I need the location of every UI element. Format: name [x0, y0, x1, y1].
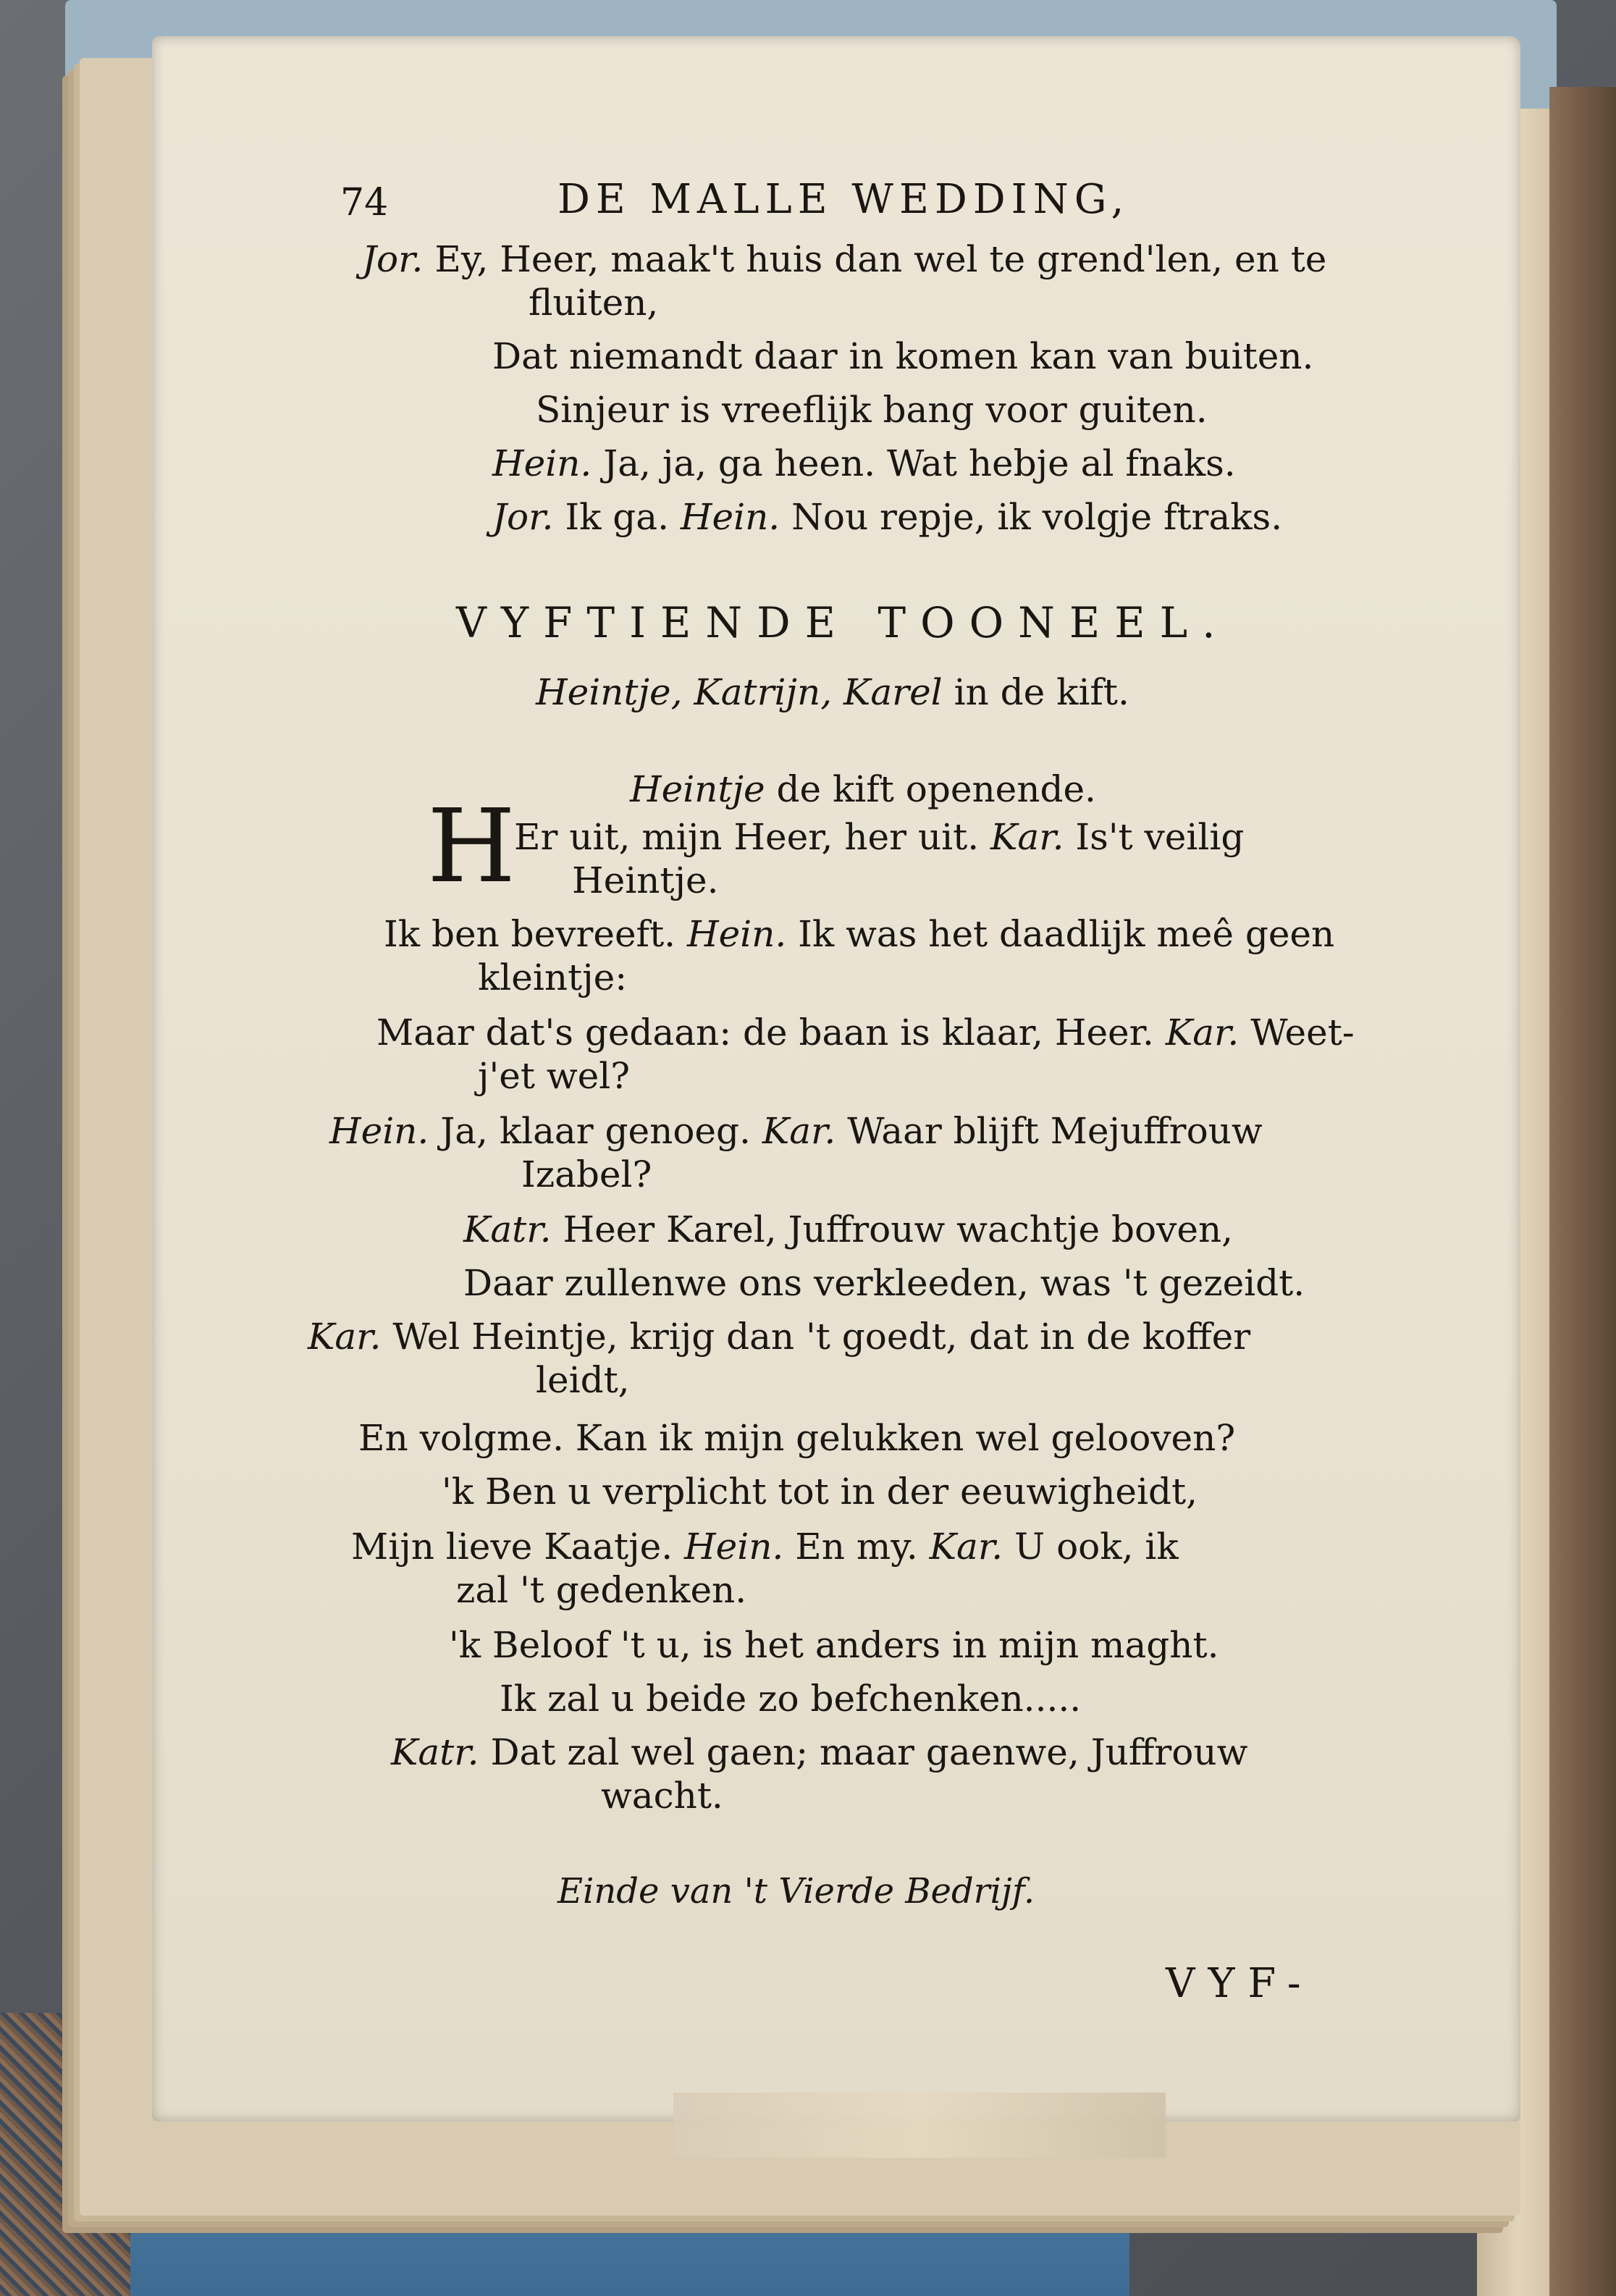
speaker-label: Katr. [391, 1731, 479, 1773]
verse-line: kleintje: [478, 956, 628, 998]
verse-text: Mijn lieve Kaatje. [351, 1526, 673, 1568]
verse-text: Ik was het daadlijk meê geen [798, 913, 1335, 955]
verse-line [329, 1109, 1263, 1153]
verse-line [492, 495, 1282, 539]
verse-line [514, 815, 1244, 859]
speaker-label: Jor. [362, 238, 424, 280]
catchword: VYF- [1166, 1960, 1314, 2007]
page-number: 74 [340, 181, 389, 224]
verse-line [384, 912, 1334, 956]
speaker-label: Hein. [492, 442, 592, 484]
stage-direction [630, 768, 1096, 811]
verse-text: Nou repje, ik volgje ftraks. [791, 496, 1283, 538]
scene-characters [536, 670, 1129, 714]
character-suffix: in de kift. [954, 671, 1129, 713]
verse-text: Waar blijft Mejuffrouw [847, 1110, 1263, 1152]
verse-line [376, 1011, 1355, 1054]
speaker-label: Kar. [990, 816, 1064, 858]
speaker-label: Jor. [492, 496, 554, 538]
verse-text: Er uit, mijn Heer, her uit. [514, 816, 980, 858]
verse-text: Dat zal wel gaen; maar gaenwe, Juffrouw [490, 1731, 1248, 1773]
verse-line: Sinjeur is vreeflijk bang voor guiten. [536, 389, 1208, 431]
verse-text: Is't veilig [1075, 816, 1245, 858]
verse-line: Ik zal u beide zo befchenken..... [500, 1678, 1082, 1720]
verse-line [362, 237, 1326, 281]
speaker-label: Hein. [329, 1110, 429, 1152]
verse-text: En my. [795, 1526, 918, 1568]
verse-line [391, 1731, 1247, 1774]
verse-line: Heintje. [572, 859, 719, 901]
verse-line [463, 1208, 1233, 1251]
stage-direction-text: de kift openende. [776, 768, 1096, 810]
verse-line: Daar zullenwe ons verkleeden, was 't gezeidt. [463, 1262, 1305, 1304]
speaker-label: Hein. [686, 913, 787, 955]
verse-line [492, 442, 1236, 485]
speaker-label: Katr. [463, 1208, 552, 1250]
verse-line: leidt, [536, 1359, 630, 1401]
verse-line: zal 't gedenken. [456, 1569, 747, 1611]
verse-text: Ja, klaar genoeg. [440, 1110, 751, 1152]
verse-text: Ik ga. [565, 496, 670, 538]
verse-line: j'et wel? [478, 1055, 631, 1097]
stage-direction-name: Heintje [630, 768, 765, 810]
verse-line: En volgme. Kan ik mijn gelukken wel gelooven? [358, 1417, 1236, 1459]
verse-text: U ook, ik [1014, 1526, 1179, 1568]
drop-cap: H [427, 788, 516, 906]
character-list: Heintje, Katrijn, Karel [536, 671, 943, 713]
verse-line: Dat niemandt daar in komen kan van buiten. [492, 335, 1314, 377]
scene-title: VYFTIENDE TOONEEL. [456, 598, 1230, 647]
verse-text: Weet- [1250, 1012, 1355, 1054]
facing-page-shadow [1549, 87, 1616, 2296]
book-page [152, 36, 1520, 2122]
redacted-stamp-area [673, 2093, 1166, 2158]
verse-text: Maar dat's gedaan: de baan is klaar, Heer. [376, 1012, 1154, 1054]
speaker-label: Kar. [308, 1316, 382, 1358]
act-end-line: Einde van 't Vierde Bedrijf. [557, 1871, 1035, 1912]
verse-line [308, 1315, 1250, 1358]
verse-line: 'k Beloof 't u, is het anders in mijn maght. [449, 1624, 1219, 1666]
verse-line: wacht. [601, 1775, 723, 1817]
verse-line [351, 1525, 1179, 1568]
verse-text: Heer Karel, Juffrouw wachtje boven, [563, 1208, 1234, 1250]
verse-text: Ja, ja, ga heen. Wat hebje al fnaks. [603, 442, 1236, 484]
verse-line: fluiten, [529, 282, 659, 324]
speaker-label: Kar. [762, 1110, 836, 1152]
running-title: DE MALLE WEDDING, [557, 176, 1130, 223]
verse-text: Wel Heintje, krijg dan 't goedt, dat in de koffer [392, 1316, 1251, 1358]
speaker-label: Hein. [684, 1526, 784, 1568]
verse-line: 'k Ben u verplicht tot in der eeuwigheidt, [442, 1471, 1198, 1513]
verse-text: Ey, Heer, maak't huis dan wel te grend'len, en te [434, 238, 1327, 280]
speaker-label: Kar. [1165, 1012, 1240, 1054]
verse-line: Izabel? [521, 1153, 652, 1195]
speaker-label: Kar. [929, 1526, 1003, 1568]
speaker-label: Hein. [680, 496, 780, 538]
verse-text: Ik ben bevreeft. [384, 913, 676, 955]
